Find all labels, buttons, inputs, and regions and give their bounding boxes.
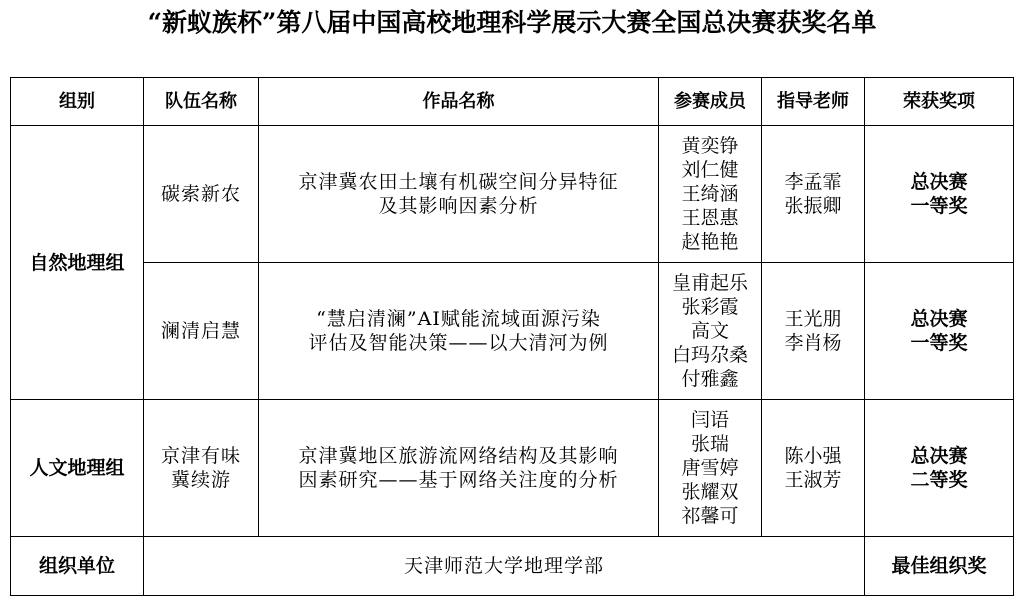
members-list <box>659 400 762 537</box>
member-name: 张耀双 <box>681 481 739 503</box>
work-title-line: 评估及智能决策——以大清河为例 <box>308 332 609 354</box>
advisors-list <box>762 263 865 400</box>
advisor-name: 李肖杨 <box>784 332 842 354</box>
header-advisors: 指导老师 <box>762 78 865 126</box>
member-name: 皇甫起乐 <box>671 272 748 294</box>
organization-row <box>11 537 1014 596</box>
header-members: 参赛成员 <box>659 78 762 126</box>
organization-award: 最佳组织奖 <box>865 537 1014 596</box>
team-name-line: 冀续游 <box>170 469 231 491</box>
team-name-line: 京津有味 <box>160 445 241 467</box>
award-line: 二等奖 <box>910 469 968 491</box>
work-title <box>259 263 659 400</box>
table-row <box>11 126 1014 263</box>
award-line: 总决赛 <box>910 308 968 330</box>
header-work: 作品名称 <box>259 78 659 126</box>
advisors-list <box>762 126 865 263</box>
member-name: 王绮涵 <box>681 183 739 205</box>
header-team: 队伍名称 <box>144 78 259 126</box>
team-name-line: 碳索新农 <box>160 183 241 205</box>
award-line: 总决赛 <box>910 171 968 193</box>
work-title-line: “慧启清澜”AI赋能流域面源污染 <box>316 308 601 330</box>
header-award: 荣获奖项 <box>865 78 1014 126</box>
member-name: 唐雪婷 <box>681 457 739 479</box>
organization-label: 组织单位 <box>11 537 144 596</box>
page-title: “新蚁族杯”第八届中国高校地理科学展示大赛全国总决赛获奖名单 <box>147 8 877 37</box>
advisors-list <box>762 400 865 537</box>
awards-table <box>10 77 1014 596</box>
award <box>865 126 1014 263</box>
table-row <box>11 400 1014 537</box>
advisor-name: 李孟霏 <box>784 171 842 193</box>
advisor-name: 张振卿 <box>784 195 842 217</box>
advisor-name: 王光朋 <box>784 308 842 330</box>
organization-name: 天津师范大学地理学部 <box>144 537 865 596</box>
member-name: 闫语 <box>690 409 729 431</box>
member-name: 赵艳艳 <box>681 231 739 253</box>
group-name-natural: 自然地理组 <box>11 126 144 400</box>
member-name: 高文 <box>690 320 729 342</box>
table-header-row <box>11 78 1014 126</box>
work-title <box>259 126 659 263</box>
members-list <box>659 263 762 400</box>
group-name-human: 人文地理组 <box>11 400 144 537</box>
member-name: 刘仁健 <box>681 159 739 181</box>
work-title <box>259 400 659 537</box>
table-row <box>11 263 1014 400</box>
member-name: 祁馨可 <box>681 505 739 527</box>
work-title-line: 因素研究——基于网络关注度的分析 <box>298 469 619 491</box>
work-title-line: 及其影响因素分析 <box>378 195 539 217</box>
work-title-line: 京津冀地区旅游流网络结构及其影响 <box>298 445 619 467</box>
work-title-line: 京津冀农田土壤有机碳空间分异特征 <box>298 171 619 193</box>
award-line: 一等奖 <box>910 195 968 217</box>
header-group: 组别 <box>11 78 144 126</box>
advisor-name: 陈小强 <box>784 445 842 467</box>
member-name: 张瑞 <box>690 433 729 455</box>
award-line: 总决赛 <box>910 445 968 467</box>
advisor-name: 王淑芳 <box>784 469 842 491</box>
award <box>865 263 1014 400</box>
award <box>865 400 1014 537</box>
award-line: 一等奖 <box>910 332 968 354</box>
member-name: 王恩惠 <box>681 207 739 229</box>
members-list <box>659 126 762 263</box>
member-name: 黄奕铮 <box>681 135 739 157</box>
member-name: 张彩霞 <box>681 296 739 318</box>
member-name: 白玛尕桑 <box>671 344 748 366</box>
member-name: 付雅鑫 <box>681 368 739 390</box>
team-name <box>144 126 259 263</box>
team-name <box>144 263 259 400</box>
team-name-line: 澜清启慧 <box>160 320 241 342</box>
team-name <box>144 400 259 537</box>
